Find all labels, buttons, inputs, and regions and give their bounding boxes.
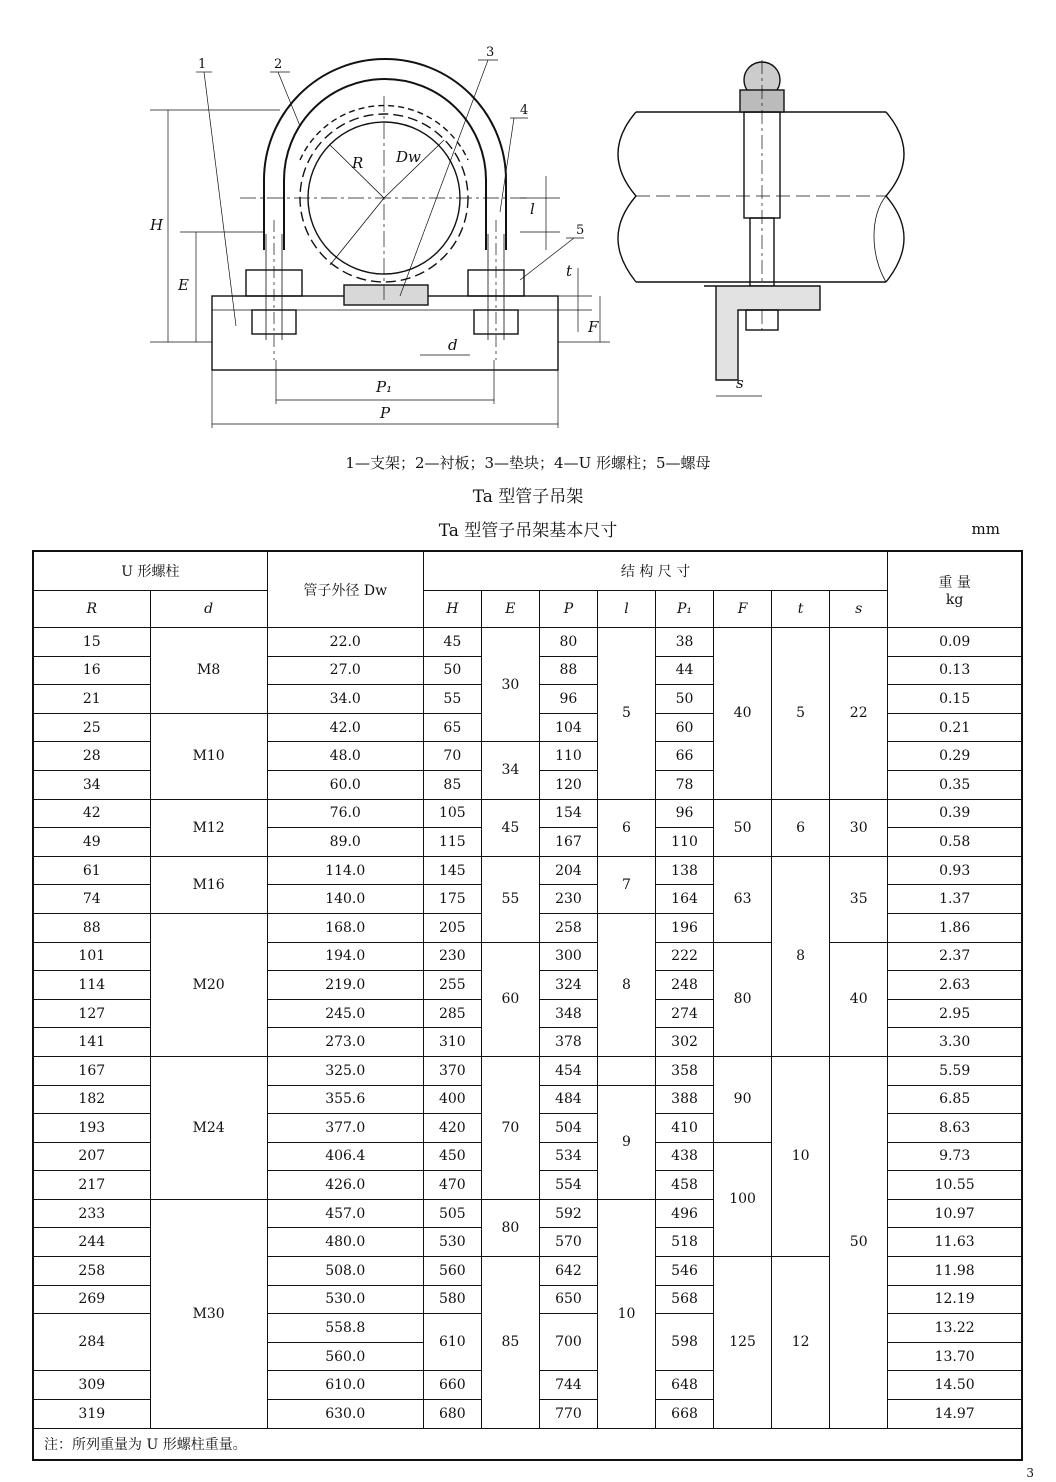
- header-F: F: [714, 591, 772, 628]
- page-number: 3: [1026, 1466, 1034, 1480]
- header-t: t: [772, 591, 830, 628]
- table-row: 319 630.0 680 770 668 14.97: [33, 1400, 1022, 1429]
- table-row: 101 194.0 230 60 300 222 80 40 2.37: [33, 942, 1022, 971]
- table-row: 244 480.0 530 570 518 11.63: [33, 1228, 1022, 1257]
- dim-s-label: s: [736, 374, 744, 392]
- header-E: E: [481, 591, 539, 628]
- support-bracket: [212, 296, 558, 370]
- table-row: 207 406.4 450 534 438 100 9.73: [33, 1142, 1022, 1171]
- header-H: H: [423, 591, 481, 628]
- table-title: Ta 型管子吊架基本尺寸: [438, 521, 618, 541]
- dim-P-label: P: [380, 404, 391, 422]
- table-row: 21 34.0 55 96 50 0.15: [33, 685, 1022, 714]
- header-P1: P₁: [656, 591, 714, 628]
- table-row: 560.0 13.70: [33, 1342, 1022, 1371]
- table-row: 309 610.0 660 744 648 14.50: [33, 1371, 1022, 1400]
- table-row: 61 M16 114.0 145 55 204 7 138 63 8 35 0.93: [33, 856, 1022, 885]
- dim-P1-label: P₁: [376, 378, 393, 396]
- callout-2: 2: [274, 57, 283, 72]
- dim-d-label: d: [448, 336, 458, 354]
- table-row: 284 558.8 610 700 598 13.22: [33, 1314, 1022, 1343]
- header-pipe-od: 管子外径 Dw: [267, 551, 423, 628]
- header-R: R: [33, 591, 150, 628]
- dim-R-label: R: [352, 154, 364, 172]
- table-row: 258 508.0 560 85 642 546 125 12 11.98: [33, 1257, 1022, 1286]
- header-d: d: [150, 591, 267, 628]
- table-row: 127 245.0 285 348 274 2.95: [33, 999, 1022, 1028]
- spacer-block: [344, 285, 428, 305]
- table-row: 42 M12 76.0 105 45 154 6 96 50 6 30 0.39: [33, 799, 1022, 828]
- dim-t-label: t: [566, 262, 573, 280]
- header-l: l: [597, 591, 655, 628]
- table-row: 15 M8 22.0 45 30 80 5 38 40 5 22 0.09: [33, 628, 1022, 657]
- table-row: 88 M20 168.0 205 258 8 196 1.86: [33, 913, 1022, 942]
- callout-3: 3: [486, 45, 495, 60]
- figure-title: Ta 型管子吊架: [472, 487, 584, 507]
- table-row: 28 48.0 70 34 110 66 0.29: [33, 742, 1022, 771]
- table-row: 74 140.0 175 230 164 1.37: [33, 885, 1022, 914]
- table-row: 233 M30 457.0 505 80 592 10 496 10.97: [33, 1199, 1022, 1228]
- dim-l-label: l: [530, 200, 535, 218]
- table-row: 141 273.0 310 378 302 3.30: [33, 1028, 1022, 1057]
- dim-Dw-label: Dw: [396, 148, 421, 166]
- table-note: 注：所列重量为 U 形螺柱重量。: [33, 1428, 1022, 1460]
- header-s: s: [830, 591, 888, 628]
- dim-F-label: F: [588, 318, 599, 336]
- header-weight: 重 量 kg: [888, 551, 1022, 628]
- side-view: [618, 60, 904, 396]
- dimension-table: [32, 550, 1023, 1461]
- technical-drawing: [0, 0, 1056, 450]
- table-row: 167 M24 325.0 370 70 454 358 90 10 50 5.59: [33, 1056, 1022, 1085]
- figure-legend: 1—支架；2—衬板；3—垫块；4—U 形螺柱；5—螺母: [345, 454, 711, 472]
- callout-1: 1: [198, 57, 207, 72]
- table-row: 114 219.0 255 324 248 2.63: [33, 971, 1022, 1000]
- table-row: 269 530.0 580 650 568 12.19: [33, 1285, 1022, 1314]
- table-row: 182 355.6 400 484 9 388 6.85: [33, 1085, 1022, 1114]
- header-P: P: [539, 591, 597, 628]
- unit-label: mm: [971, 520, 1000, 538]
- table-row: 217 426.0 470 554 458 10.55: [33, 1171, 1022, 1200]
- callout-4: 4: [520, 103, 529, 118]
- dim-E-label: E: [178, 276, 189, 294]
- table-row: 25 M10 42.0 65 104 60 0.21: [33, 713, 1022, 742]
- dim-H-label: H: [150, 216, 164, 234]
- table-row: 49 89.0 115 167 110 0.58: [33, 828, 1022, 857]
- header-structure: 结 构 尺 寸: [423, 551, 887, 591]
- table-row: 16 27.0 50 88 44 0.13: [33, 656, 1022, 685]
- table-row: 34 60.0 85 120 78 0.35: [33, 770, 1022, 799]
- table-row: 193 377.0 420 504 410 8.63: [33, 1114, 1022, 1143]
- callout-5: 5: [576, 223, 585, 238]
- header-u-bolt: U 形螺柱: [33, 551, 267, 591]
